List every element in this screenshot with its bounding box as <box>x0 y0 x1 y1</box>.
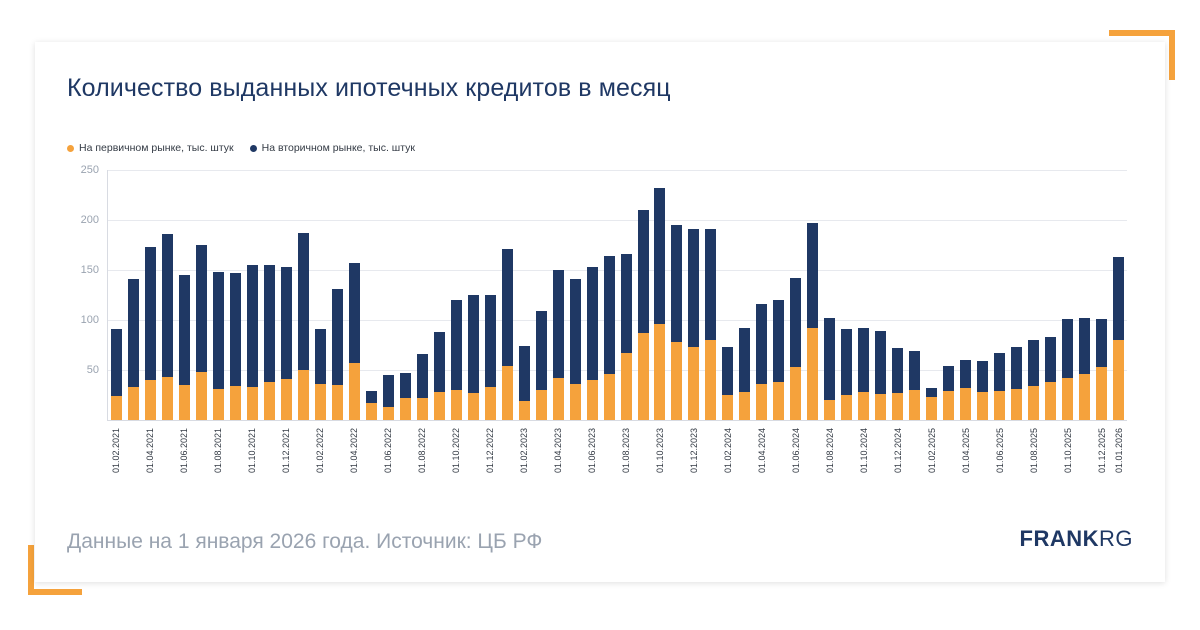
x-axis-tick: 01.02.2025 <box>926 428 937 474</box>
bar-segment-secondary <box>671 225 682 342</box>
bar-column[interactable] <box>635 170 652 420</box>
x-label-slot <box>736 426 753 496</box>
bar-segment-primary <box>417 398 428 420</box>
bar-column[interactable] <box>329 170 346 420</box>
bar-segment-primary <box>943 391 954 420</box>
x-label-slot <box>278 426 295 496</box>
x-axis-tick: 01.08.2021 <box>213 428 224 474</box>
bar-column[interactable] <box>1008 170 1025 420</box>
bar-segment-primary <box>128 387 139 420</box>
bar-segment-primary <box>264 382 275 420</box>
bar-column[interactable] <box>516 170 533 420</box>
x-label-slot <box>380 426 397 496</box>
bar-column[interactable] <box>108 170 125 420</box>
x-axis-tick: 01.06.2025 <box>994 428 1005 474</box>
x-axis-tick: 01.08.2025 <box>1028 428 1039 474</box>
bar-segment-primary <box>654 324 665 420</box>
x-axis-tick: 01.10.2022 <box>451 428 462 474</box>
bar-segment-secondary <box>1028 340 1039 386</box>
x-axis-tick: 01.06.2021 <box>179 428 190 474</box>
x-axis-tick: 01.04.2022 <box>349 428 360 474</box>
bar-segment-primary <box>451 390 462 420</box>
x-label-slot <box>618 426 635 496</box>
bar-segment-secondary <box>756 304 767 384</box>
bar-column[interactable] <box>448 170 465 420</box>
bar-segment-secondary <box>841 329 852 395</box>
bar-segment-primary <box>145 380 156 420</box>
bar-segment-primary <box>213 389 224 420</box>
x-axis-tick: 01.04.2024 <box>756 428 767 474</box>
bar-column[interactable] <box>906 170 923 420</box>
x-axis-tick: 01.02.2024 <box>722 428 733 474</box>
x-label-slot <box>584 426 601 496</box>
x-label-slot <box>397 426 414 496</box>
bar-segment-secondary <box>621 254 632 353</box>
bar-segment-secondary <box>145 247 156 380</box>
bar-segment-secondary <box>213 272 224 389</box>
x-label-slot <box>176 426 193 496</box>
bar-segment-secondary <box>892 348 903 393</box>
x-label-slot <box>295 426 312 496</box>
bar-segment-primary <box>587 380 598 420</box>
bar-segment-primary <box>230 386 241 420</box>
x-label-slot <box>261 426 278 496</box>
bar-segment-secondary <box>451 300 462 390</box>
bar-segment-primary <box>111 396 122 420</box>
x-axis-tick: 01.12.2025 <box>1096 428 1107 474</box>
x-label-slot <box>923 426 940 496</box>
chart-card <box>35 42 1165 582</box>
bar-segment-secondary <box>773 300 784 382</box>
bar-segment-primary <box>281 379 292 420</box>
bar-column[interactable] <box>397 170 414 420</box>
x-axis-tick: 01.04.2021 <box>145 428 156 474</box>
x-label-slot <box>1042 426 1059 496</box>
bar-segment-primary <box>858 392 869 420</box>
bar-segment-primary <box>349 363 360 420</box>
bar-column[interactable] <box>567 170 584 420</box>
bar-segment-primary <box>536 390 547 420</box>
x-label-slot <box>652 426 669 496</box>
x-label-slot <box>719 426 736 496</box>
x-axis-tick: 01.08.2024 <box>824 428 835 474</box>
x-axis-tick: 01.04.2023 <box>553 428 564 474</box>
x-label-slot <box>312 426 329 496</box>
bar-column[interactable] <box>940 170 957 420</box>
x-axis-tick: 01.10.2024 <box>858 428 869 474</box>
bar-segment-secondary <box>739 328 750 392</box>
x-axis-tick: 01.10.2025 <box>1062 428 1073 474</box>
x-axis-tick: 01.02.2022 <box>315 428 326 474</box>
x-axis-tick: 01.12.2021 <box>281 428 292 474</box>
x-axis-tick: 01.06.2023 <box>587 428 598 474</box>
bar-segment-primary <box>604 374 615 420</box>
bar-segment-secondary <box>162 234 173 377</box>
bar-segment-primary <box>434 392 445 420</box>
bar-column[interactable] <box>227 170 244 420</box>
x-label-slot <box>635 426 652 496</box>
x-label-slot <box>1076 426 1093 496</box>
bar-column[interactable] <box>1025 170 1042 420</box>
bar-segment-primary <box>332 385 343 420</box>
bar-segment-primary <box>638 333 649 420</box>
bar-segment-primary <box>519 401 530 420</box>
x-axis-tick: 01.06.2024 <box>790 428 801 474</box>
x-label-slot <box>108 426 125 496</box>
bar-segment-secondary <box>1062 319 1073 378</box>
bar-column[interactable] <box>244 170 261 420</box>
bar-column[interactable] <box>957 170 974 420</box>
bar-column[interactable] <box>533 170 550 420</box>
bar-segment-secondary <box>468 295 479 393</box>
bar-segment-secondary <box>383 375 394 407</box>
x-label-slot <box>974 426 991 496</box>
x-label-slot <box>702 426 719 496</box>
bar-segment-primary <box>722 395 733 420</box>
y-axis-tick: 100 <box>80 314 99 326</box>
x-label-slot <box>1059 426 1076 496</box>
bar-column[interactable] <box>753 170 770 420</box>
bar-segment-secondary <box>875 331 886 394</box>
bar-column[interactable] <box>804 170 821 420</box>
bar-segment-secondary <box>332 289 343 385</box>
x-axis-tick: 01.08.2023 <box>621 428 632 474</box>
y-axis <box>67 164 107 420</box>
bar-segment-secondary <box>400 373 411 398</box>
bar-segment-primary <box>1045 382 1056 420</box>
bar-segment-secondary <box>111 329 122 396</box>
bar-segment-primary <box>756 384 767 420</box>
brand-name-sub: RG <box>1099 526 1133 551</box>
bar-column[interactable] <box>1042 170 1059 420</box>
bar-segment-primary <box>824 400 835 420</box>
bar-segment-primary <box>875 394 886 420</box>
bar-segment-primary <box>994 391 1005 420</box>
x-axis-tick: 01.10.2023 <box>654 428 665 474</box>
x-label-slot <box>448 426 465 496</box>
bar-segment-primary <box>162 377 173 420</box>
bar-segment-primary <box>366 403 377 420</box>
x-label-slot <box>125 426 142 496</box>
x-label-slot <box>465 426 482 496</box>
bar-segment-secondary <box>604 256 615 374</box>
bar-column[interactable] <box>278 170 295 420</box>
bar-column[interactable] <box>974 170 991 420</box>
bar-segment-primary <box>196 372 207 420</box>
bar-segment-secondary <box>824 318 835 400</box>
bar-column[interactable] <box>380 170 397 420</box>
bar-segment-primary <box>960 388 971 420</box>
x-label-slot <box>210 426 227 496</box>
y-axis-tick: 250 <box>80 164 99 176</box>
bar-column[interactable] <box>176 170 193 420</box>
bar-segment-primary <box>790 367 801 420</box>
bar-column[interactable] <box>872 170 889 420</box>
source-note: Данные на 1 января 2026 года. Источник: ЦБ РФ <box>67 530 543 553</box>
bar-segment-primary <box>977 392 988 420</box>
bar-column[interactable] <box>465 170 482 420</box>
legend-item-primary[interactable] <box>67 142 234 154</box>
x-axis-labels <box>108 426 1127 496</box>
bar-column[interactable] <box>363 170 380 420</box>
x-axis-tick: 01.12.2024 <box>892 428 903 474</box>
x-label-slot <box>414 426 431 496</box>
bar-segment-primary <box>468 393 479 420</box>
bar-column[interactable] <box>142 170 159 420</box>
bar-segment-secondary <box>587 267 598 380</box>
bar-column[interactable] <box>838 170 855 420</box>
bar-column[interactable] <box>193 170 210 420</box>
bar-segment-secondary <box>485 295 496 387</box>
x-label-slot <box>1025 426 1042 496</box>
bar-segment-primary <box>315 384 326 420</box>
bar-column[interactable] <box>923 170 940 420</box>
x-axis-tick: 01.04.2025 <box>960 428 971 474</box>
bar-segment-primary <box>841 395 852 420</box>
bar-segment-primary <box>926 397 937 420</box>
bar-segment-secondary <box>315 329 326 384</box>
x-label-slot <box>516 426 533 496</box>
bar-column[interactable] <box>618 170 635 420</box>
y-axis-tick: 200 <box>80 214 99 226</box>
x-label-slot <box>499 426 516 496</box>
bar-column[interactable] <box>431 170 448 420</box>
bar-column[interactable] <box>261 170 278 420</box>
x-label-slot <box>346 426 363 496</box>
bar-segment-primary <box>1113 340 1124 420</box>
bar-segment-primary <box>739 392 750 420</box>
bar-segment-primary <box>247 387 258 420</box>
bar-segment-secondary <box>519 346 530 401</box>
bar-column[interactable] <box>1076 170 1093 420</box>
bar-column[interactable] <box>295 170 312 420</box>
x-axis-tick: 01.12.2022 <box>485 428 496 474</box>
bar-column[interactable] <box>787 170 804 420</box>
bar-segment-primary <box>298 370 309 420</box>
bar-segment-secondary <box>366 391 377 403</box>
x-label-slot <box>804 426 821 496</box>
page-title: Количество выданных ипотечных кредитов в месяц <box>67 74 671 102</box>
x-axis-tick: 01.01.2026 <box>1113 428 1124 474</box>
bar-segment-secondary <box>264 265 275 382</box>
x-label-slot <box>482 426 499 496</box>
x-label-slot <box>329 426 346 496</box>
bar-column[interactable] <box>736 170 753 420</box>
bar-segment-secondary <box>196 245 207 372</box>
bar-segment-secondary <box>1045 337 1056 382</box>
brand-logo <box>1020 526 1134 552</box>
bar-column[interactable] <box>125 170 142 420</box>
bar-column[interactable] <box>1093 170 1110 420</box>
x-label-slot <box>244 426 261 496</box>
bar-segment-secondary <box>536 311 547 390</box>
x-axis-tick: 01.02.2023 <box>519 428 530 474</box>
bar-column[interactable] <box>414 170 431 420</box>
bar-segment-secondary <box>688 229 699 347</box>
x-label-slot <box>668 426 685 496</box>
bar-column[interactable] <box>991 170 1008 420</box>
bar-segment-secondary <box>1011 347 1022 389</box>
x-label-slot <box>550 426 567 496</box>
bar-segment-primary <box>909 390 920 420</box>
bar-segment-primary <box>892 393 903 420</box>
x-label-slot <box>872 426 889 496</box>
bar-column[interactable] <box>601 170 618 420</box>
bar-column[interactable] <box>652 170 669 420</box>
bar-column[interactable] <box>1110 170 1127 420</box>
x-label-slot <box>685 426 702 496</box>
x-axis-tick: 01.02.2021 <box>111 428 122 474</box>
x-label-slot <box>1008 426 1025 496</box>
bar-segment-primary <box>553 378 564 420</box>
x-label-slot <box>193 426 210 496</box>
bar-segment-secondary <box>926 388 937 397</box>
bar-segment-primary <box>1028 386 1039 420</box>
bar-segment-secondary <box>722 347 733 395</box>
bar-segment-secondary <box>790 278 801 367</box>
bar-segment-secondary <box>570 279 581 384</box>
bar-column[interactable] <box>685 170 702 420</box>
bar-column[interactable] <box>702 170 719 420</box>
bar-segment-primary <box>485 387 496 420</box>
bar-segment-secondary <box>553 270 564 378</box>
bar-segment-primary <box>1096 367 1107 420</box>
x-label-slot <box>227 426 244 496</box>
bar-segment-primary <box>383 407 394 420</box>
legend-label-secondary: На вторичном рынке, тыс. штук <box>261 142 415 154</box>
bar-segment-primary <box>1062 378 1073 420</box>
bar-segment-secondary <box>943 366 954 391</box>
legend-item-secondary[interactable] <box>250 142 415 154</box>
x-label-slot <box>753 426 770 496</box>
x-axis-tick: 01.08.2022 <box>417 428 428 474</box>
bar-segment-secondary <box>230 273 241 386</box>
x-axis-tick: 01.06.2022 <box>383 428 394 474</box>
x-axis-tick: 01.10.2021 <box>247 428 258 474</box>
x-label-slot <box>1110 426 1127 496</box>
bar-segment-primary <box>400 398 411 420</box>
x-label-slot <box>533 426 550 496</box>
bar-column[interactable] <box>159 170 176 420</box>
bar-segment-secondary <box>638 210 649 333</box>
x-label-slot <box>567 426 584 496</box>
bar-segment-secondary <box>128 279 139 387</box>
x-label-slot <box>159 426 176 496</box>
bar-segment-primary <box>570 384 581 420</box>
bar-column[interactable] <box>821 170 838 420</box>
bar-column[interactable] <box>1059 170 1076 420</box>
x-label-slot <box>940 426 957 496</box>
x-label-slot <box>957 426 974 496</box>
bar-column[interactable] <box>499 170 516 420</box>
bar-segment-secondary <box>1079 318 1090 374</box>
bar-segment-secondary <box>1096 319 1107 367</box>
bar-column[interactable] <box>668 170 685 420</box>
x-label-slot <box>991 426 1008 496</box>
bar-segment-secondary <box>858 328 869 392</box>
bar-column[interactable] <box>855 170 872 420</box>
bar-column[interactable] <box>210 170 227 420</box>
bar-segment-primary <box>773 382 784 420</box>
bar-segment-primary <box>502 366 513 420</box>
bar-segment-secondary <box>434 332 445 392</box>
bar-segment-secondary <box>1113 257 1124 340</box>
x-label-slot <box>838 426 855 496</box>
y-axis-tick: 50 <box>86 364 99 376</box>
bar-segment-primary <box>179 385 190 420</box>
x-label-slot <box>1093 426 1110 496</box>
brand-name-main: FRANK <box>1019 526 1099 551</box>
bar-segment-primary <box>621 353 632 420</box>
x-label-slot <box>889 426 906 496</box>
bar-segment-secondary <box>247 265 258 387</box>
bar-segment-secondary <box>909 351 920 390</box>
x-label-slot <box>770 426 787 496</box>
x-axis-line <box>107 420 1127 421</box>
y-axis-tick: 150 <box>80 264 99 276</box>
bar-segment-secondary <box>179 275 190 385</box>
bar-segment-primary <box>1011 389 1022 420</box>
bar-series-container <box>108 170 1127 420</box>
bar-segment-secondary <box>994 353 1005 391</box>
legend-dot-icon-secondary <box>250 145 257 152</box>
bar-segment-secondary <box>349 263 360 363</box>
bar-segment-secondary <box>960 360 971 388</box>
bar-segment-secondary <box>417 354 428 398</box>
bar-segment-secondary <box>298 233 309 370</box>
x-label-slot <box>906 426 923 496</box>
x-label-slot <box>787 426 804 496</box>
bar-segment-primary <box>807 328 818 420</box>
legend-dot-icon-primary <box>67 145 74 152</box>
bar-column[interactable] <box>312 170 329 420</box>
bar-segment-secondary <box>807 223 818 328</box>
x-label-slot <box>821 426 838 496</box>
plot-area <box>67 164 1127 490</box>
x-label-slot <box>431 426 448 496</box>
bar-column[interactable] <box>550 170 567 420</box>
legend-label-primary: На первичном рынке, тыс. штук <box>79 142 234 154</box>
bar-segment-secondary <box>705 229 716 340</box>
bar-column[interactable] <box>770 170 787 420</box>
bar-segment-primary <box>688 347 699 420</box>
bar-segment-primary <box>1079 374 1090 420</box>
bar-segment-secondary <box>977 361 988 392</box>
bar-column[interactable] <box>482 170 499 420</box>
x-label-slot <box>363 426 380 496</box>
bar-segment-secondary <box>654 188 665 324</box>
bar-segment-primary <box>671 342 682 420</box>
x-label-slot <box>855 426 872 496</box>
bar-column[interactable] <box>889 170 906 420</box>
bar-segment-secondary <box>502 249 513 366</box>
bar-column[interactable] <box>719 170 736 420</box>
chart-legend <box>67 142 415 154</box>
x-label-slot <box>601 426 618 496</box>
bar-segment-secondary <box>281 267 292 379</box>
bar-column[interactable] <box>584 170 601 420</box>
bar-segment-primary <box>705 340 716 420</box>
x-axis-tick: 01.12.2023 <box>688 428 699 474</box>
x-label-slot <box>142 426 159 496</box>
bar-column[interactable] <box>346 170 363 420</box>
